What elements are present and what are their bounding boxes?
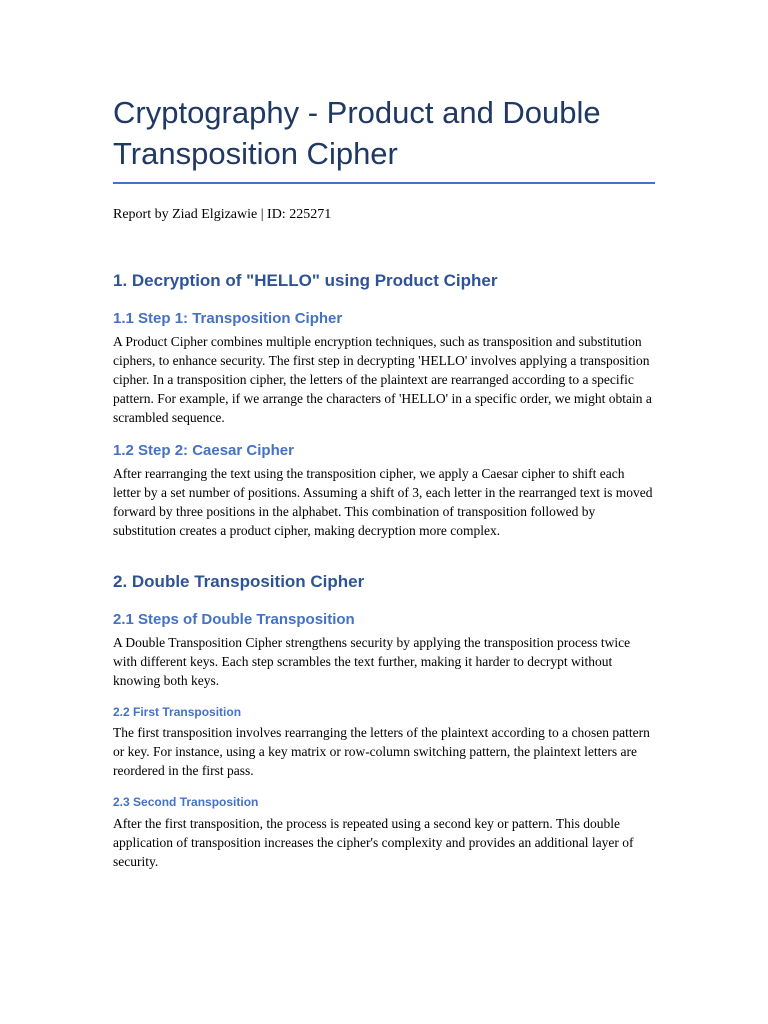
- subsection-heading-2-1: 2.1 Steps of Double Transposition: [113, 611, 355, 628]
- section-heading-1: 1. Decryption of "HELLO" using Product Cipher: [113, 271, 498, 290]
- paragraph-1-1: A Product Cipher combines multiple encryption techniques, such as transposition and substitution ciphers, to enhance security. The first step in decrypting 'HELLO' involves applying a transposition cipher. In a transposition cipher, the letters of the plaintext are rearranged according to a specific pattern. For example, if we arrange the characters of 'HELLO' in a specific order, we might obtain a scrambled sequence.: [113, 334, 652, 425]
- document-header: [113, 92, 655, 224]
- subsection-heading-2-3: 2.3 Second Transposition: [113, 795, 259, 809]
- paragraph-2-2: The first transposition involves rearranging the letters of the plaintext according to a chosen pattern or key. For instance, using a key matrix or row-column switching pattern, the plaintext letters are reordered in the first pass.: [113, 725, 650, 778]
- subsection-heading-2-2: 2.2 First Transposition: [113, 705, 242, 719]
- subsection-heading-1-1: 1.1 Step 1: Transposition Cipher: [113, 310, 343, 327]
- section-heading-2: 2. Double Transposition Cipher: [113, 572, 365, 591]
- paragraph-2-1: A Double Transposition Cipher strengthens security by applying the transposition process twice with different keys. Each step scrambles the text further, making it harder to decrypt without knowing both keys.: [113, 635, 631, 688]
- paragraph-1-2: After rearranging the text using the transposition cipher, we apply a Caesar cipher to shift each letter by a set number of positions. Assuming a shift of 3, each letter in the rearranged text is moved forward by three positions in the alphabet. This combination of transposition followed by substitution creates a product cipher, making decryption more complex.: [113, 466, 653, 538]
- paragraph-2-3: After the first transposition, the process is repeated using a second key or pattern. This double application of transposition increases the cipher's complexity and provides an additional layer of security.: [113, 816, 634, 869]
- title-underline: [113, 182, 655, 184]
- subsection-heading-1-2: 1.2 Step 2: Caesar Cipher: [113, 442, 294, 459]
- author-byline: Report by Ziad Elgizawie | ID: 225271: [113, 207, 332, 222]
- document-title: Cryptography - Product and Double Transposition Cipher: [113, 95, 601, 171]
